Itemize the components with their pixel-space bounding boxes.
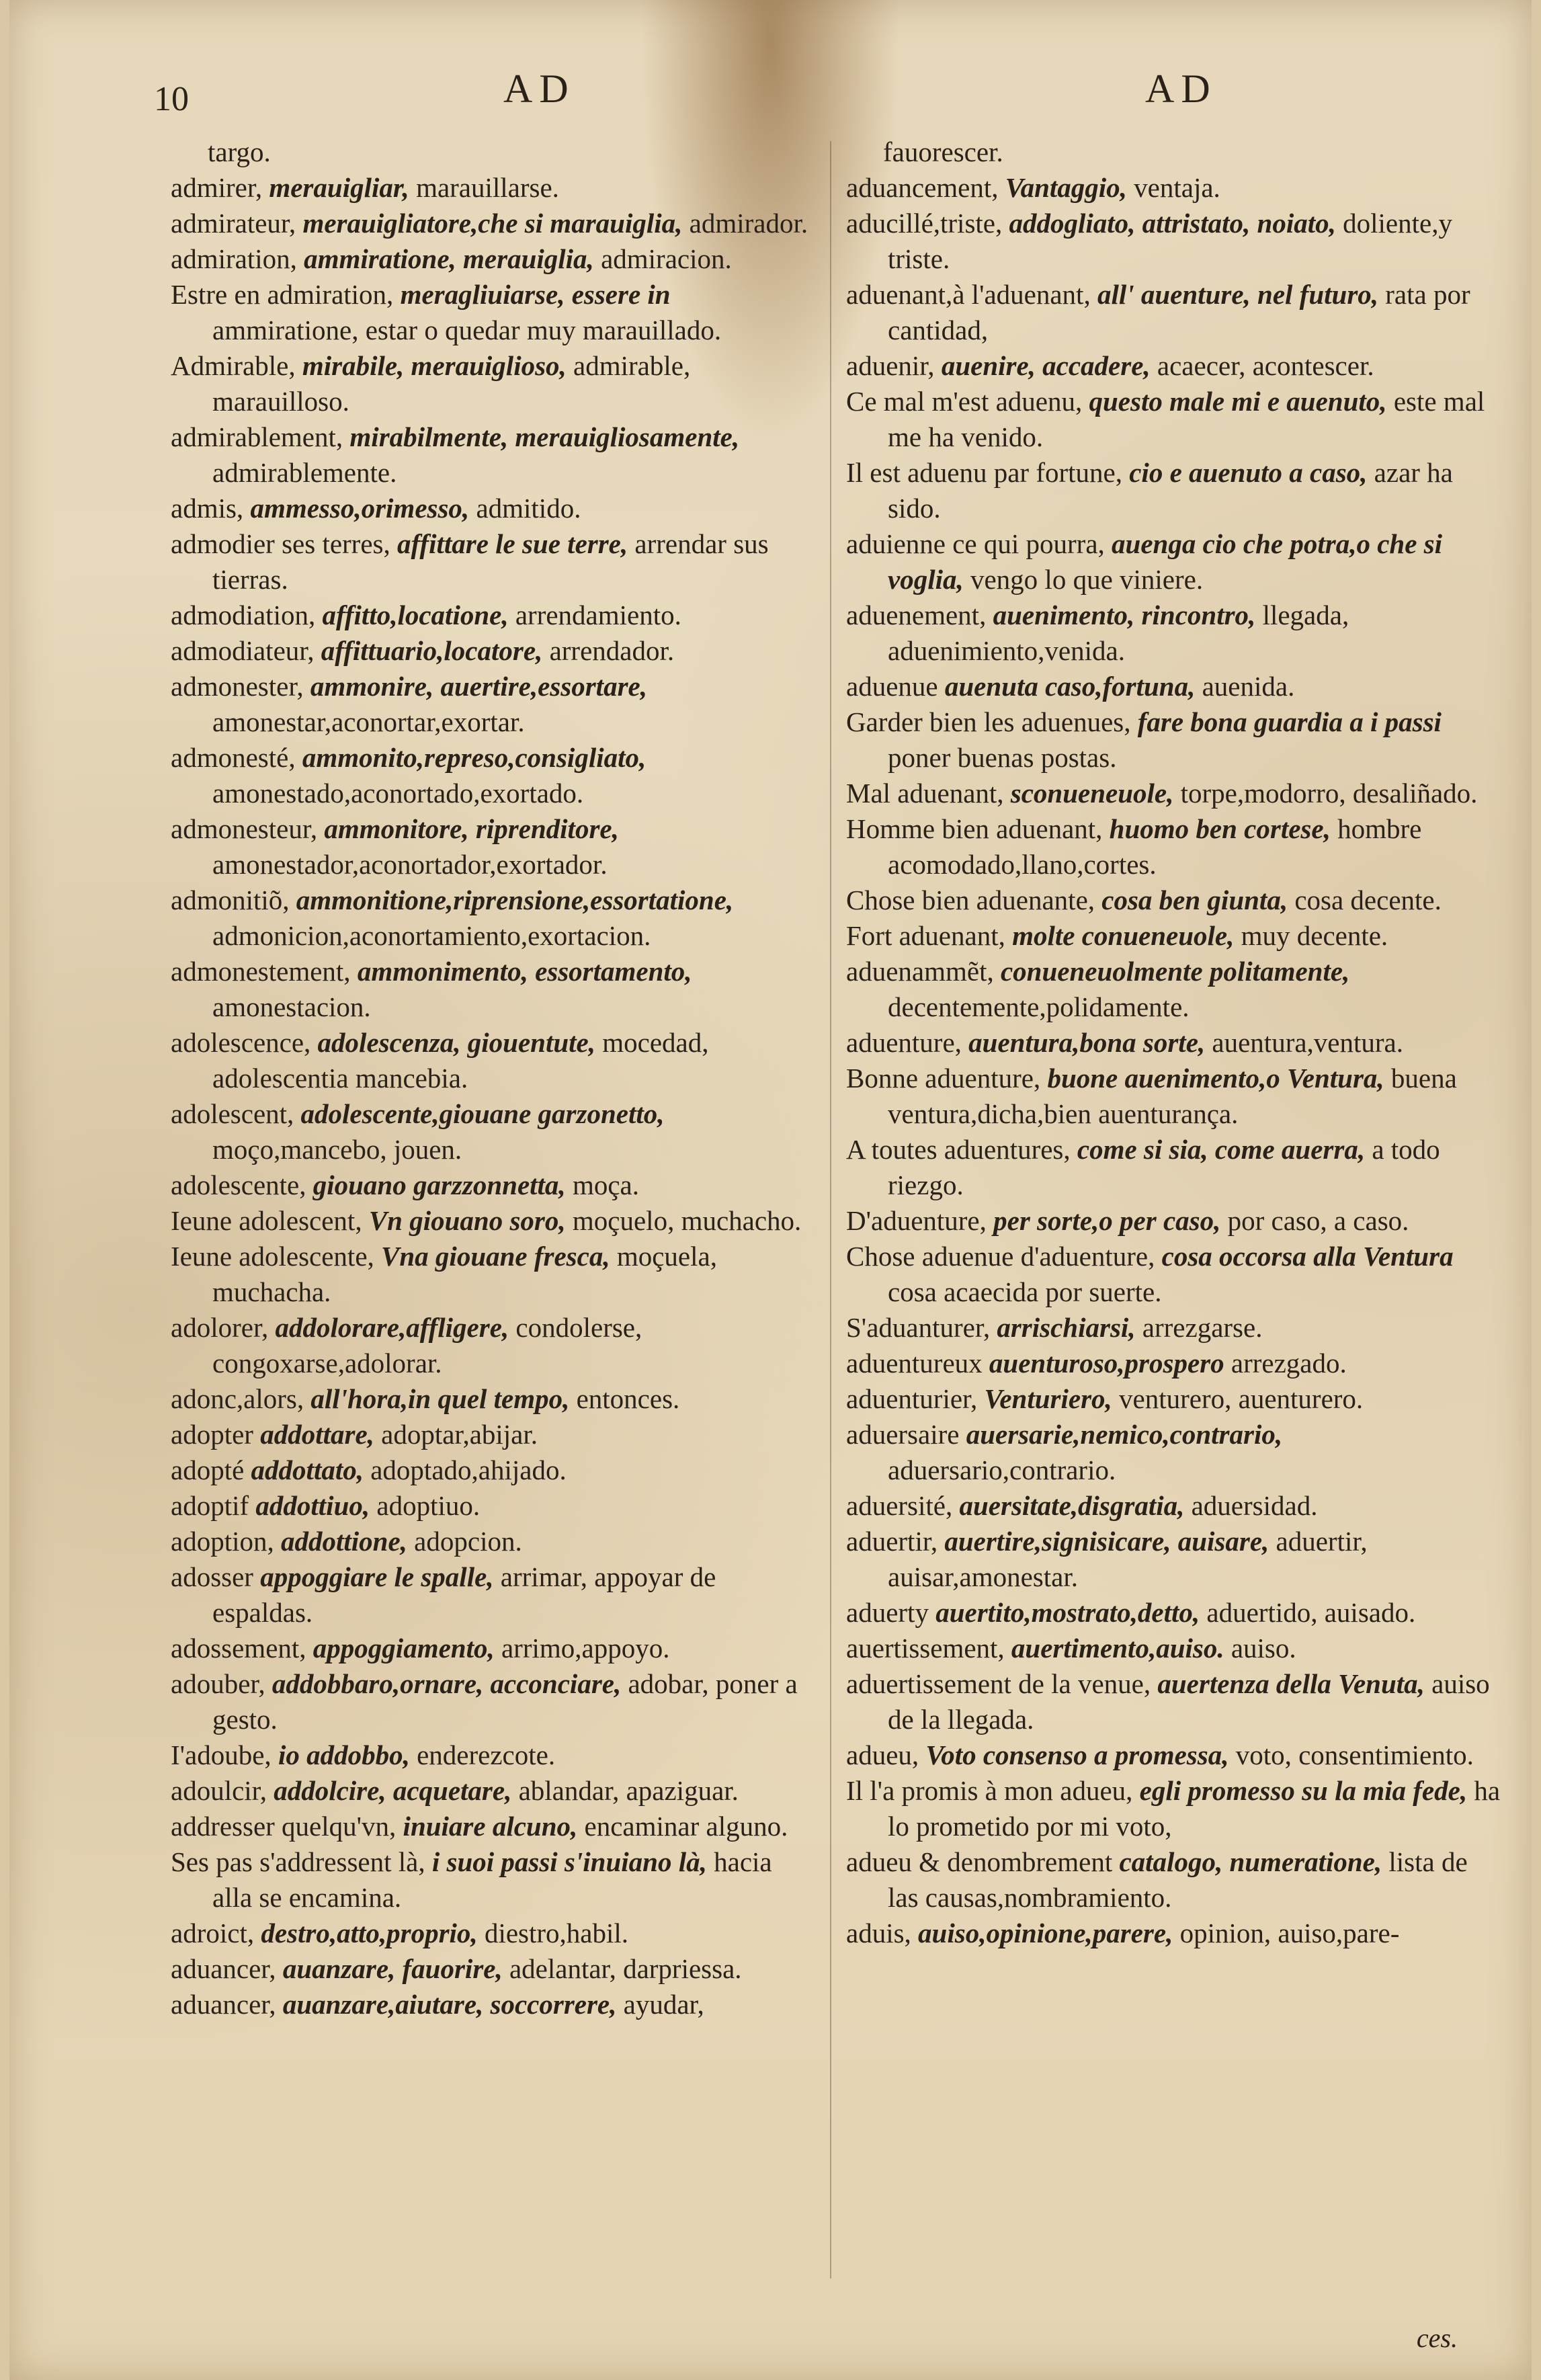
entry-italian: adolescente,giouane garzonetto, <box>294 1098 665 1129</box>
entry-french: A toutes aduentures, <box>846 1134 1071 1165</box>
dictionary-entry <box>846 1631 1501 1666</box>
dictionary-entry <box>171 1631 816 1666</box>
entry-spanish: admirable, marauilloso. <box>212 350 691 417</box>
dictionary-entry <box>846 1203 1501 1239</box>
entry-spanish: mocedad, adolescentia mancebia. <box>212 1027 709 1094</box>
entry-spanish: doliente,y triste. <box>888 208 1452 274</box>
right-column <box>846 134 1501 1951</box>
dictionary-entry <box>171 134 816 170</box>
entry-italian: addottare, <box>253 1419 374 1450</box>
entry-spanish: amonestacion. <box>212 991 371 1022</box>
dictionary-entry <box>846 1524 1501 1595</box>
entry-italian: addottato, <box>244 1454 364 1485</box>
dictionary-entry <box>171 277 816 348</box>
entry-spanish: adopcion. <box>407 1526 522 1557</box>
dictionary-entry <box>846 526 1501 598</box>
entry-italian: ammesso,orimesso, <box>243 493 470 524</box>
dictionary-entry <box>846 1381 1501 1417</box>
catchword: ces. <box>1416 2323 1458 2353</box>
entry-italian: auersarie,nemico,contrario, <box>959 1419 1283 1450</box>
entry-spanish: venturero, auenturero. <box>1112 1383 1364 1414</box>
entry-french: adopter <box>171 1419 253 1450</box>
dictionary-entry <box>171 241 816 277</box>
dictionary-entry <box>846 1417 1501 1488</box>
dictionary-entry <box>846 206 1501 277</box>
entry-french: aduertissement de la venue, <box>846 1668 1151 1699</box>
entry-spanish: opinion, auiso,pare- <box>1173 1918 1400 1948</box>
dictionary-entry <box>846 348 1501 384</box>
dictionary-entry <box>171 1239 816 1310</box>
dictionary-entry <box>171 1809 816 1844</box>
entry-italian: inuiare alcuno, <box>396 1811 578 1842</box>
entry-french: Ieune adolescent, <box>171 1205 362 1236</box>
entry-french: Bonne aduenture, <box>846 1063 1041 1094</box>
entry-french: aduenant,à l'aduenant, <box>846 279 1091 310</box>
dictionary-entry <box>846 954 1501 1025</box>
entry-spanish: encaminar alguno. <box>577 1811 788 1842</box>
dictionary-entry <box>171 1666 816 1737</box>
entry-french: admirer, <box>171 172 263 203</box>
dictionary-entry <box>171 1916 816 1951</box>
entry-french: Ce mal m'est aduenu, <box>846 386 1083 417</box>
entry-italian: auertire,signisicare, auisare, <box>938 1526 1269 1557</box>
dictionary-entry <box>171 1773 816 1809</box>
dictionary-entry <box>171 883 816 954</box>
entry-french: Admirable, <box>171 350 296 381</box>
entry-french: aduenture, <box>846 1027 962 1058</box>
entry-spanish: amonestador,aconortador,exortador. <box>212 849 608 880</box>
dictionary-entry <box>171 1737 816 1773</box>
entry-spanish: torpe,modorro, desaliñado. <box>1173 778 1478 809</box>
entry-french: auertissement, <box>846 1633 1005 1664</box>
entry-italian: all'hora,in quel tempo, <box>304 1383 570 1414</box>
book-page <box>9 0 1532 2380</box>
entry-italian: cio e auenuto a caso, <box>1122 457 1368 488</box>
entry-italian: arrischiarsi, <box>990 1312 1136 1343</box>
entry-french: admonitiõ, <box>171 885 290 915</box>
dictionary-entry <box>171 1987 816 2022</box>
entry-italian: adolescenza, giouentute, <box>310 1027 595 1058</box>
dictionary-entry <box>846 277 1501 348</box>
entry-italian: come si sia, come auerra, <box>1070 1134 1366 1165</box>
entry-italian: destro,atto,proprio, <box>254 1918 478 1948</box>
entry-spanish: entonces. <box>569 1383 680 1414</box>
dictionary-entry <box>171 811 816 883</box>
entry-italian: ammonitione,riprensione,essortatione, <box>289 885 734 915</box>
dictionary-entry <box>171 1488 816 1524</box>
entry-french: adosser <box>171 1561 253 1592</box>
entry-french: adonc,alors, <box>171 1383 304 1414</box>
entry-spanish: ablandar, apaziguar. <box>511 1775 739 1806</box>
entry-spanish: arrezgarse. <box>1135 1312 1263 1343</box>
entry-spanish: admirador. <box>682 208 808 239</box>
entry-french: admonesté, <box>171 742 296 773</box>
entry-french: Mal aduenant, <box>846 778 1004 809</box>
running-head-left: AD <box>503 67 575 111</box>
entry-italian: io addobbo, <box>271 1739 410 1770</box>
entry-french: adouber, <box>171 1668 265 1699</box>
entry-italian: meragliuiarse, essere in <box>393 279 671 310</box>
entry-italian: auersitate,disgratia, <box>952 1490 1185 1521</box>
entry-italian: auenire, accadere, <box>934 350 1151 381</box>
entry-spanish: moçuela, muchacha. <box>212 1241 717 1307</box>
column-divider <box>830 141 831 2279</box>
entry-french: adossement, <box>171 1633 306 1664</box>
dictionary-entry <box>846 1737 1501 1773</box>
entry-spanish: llegada, aduenimiento,venida. <box>888 600 1349 666</box>
entry-italian: conueneuolmente politamente, <box>993 956 1350 987</box>
entry-french: aduienne ce qui pourra, <box>846 528 1105 559</box>
entry-spanish: arrimar, appoyar de espaldas. <box>212 1561 716 1628</box>
entry-spanish: admitido. <box>469 493 581 524</box>
entry-spanish: condolerse, congoxarse,adolorar. <box>212 1312 642 1379</box>
dictionary-entry <box>171 1844 816 1916</box>
entry-french: aduerty <box>846 1597 929 1628</box>
entry-french: adueu, <box>846 1739 919 1770</box>
dictionary-entry <box>171 170 816 206</box>
entry-french: Garder bien les aduenues, <box>846 706 1131 737</box>
entry-spanish: arrendador. <box>542 635 675 666</box>
entry-spanish: vengo lo que viniere. <box>963 564 1204 595</box>
entry-spanish: ammiratione, estar o quedar muy marauillado. <box>212 315 722 345</box>
entry-spanish: hombre acomodado,llano,cortes. <box>888 813 1422 880</box>
entry-italian: i suoi passi s'inuiano là, <box>425 1846 707 1877</box>
dictionary-entry <box>846 776 1501 811</box>
entry-italian: cosa ben giunta, <box>1095 885 1288 915</box>
entry-spanish: auiso. <box>1224 1633 1296 1664</box>
entry-italian: auentura,bona sorte, <box>961 1027 1206 1058</box>
entry-italian: appoggiamento, <box>306 1633 495 1664</box>
dictionary-entry <box>846 455 1501 526</box>
entry-spanish: adelantar, darpriessa. <box>502 1953 742 1984</box>
entry-french: aduenement, <box>846 600 987 630</box>
entry-italian: affittare le sue terre, <box>390 528 628 559</box>
entry-spanish: moço,mancebo, jouen. <box>212 1134 462 1165</box>
entry-italian: mirabilmente, merauigliosamente, <box>343 421 740 452</box>
entry-italian: addolcire, acquetare, <box>266 1775 512 1806</box>
dictionary-entry <box>846 811 1501 883</box>
entry-spanish: amonestado,aconortado,exortado. <box>212 778 584 809</box>
entry-spanish: ha lo prometido por mi voto, <box>888 1775 1501 1842</box>
dictionary-entry <box>171 954 816 1025</box>
entry-italian: affitto,locatione, <box>315 600 509 630</box>
page-number: 10 <box>154 80 189 118</box>
entry-spanish: diestro,habil. <box>477 1918 629 1948</box>
dictionary-entry <box>846 1061 1501 1132</box>
dictionary-entry <box>171 1417 816 1452</box>
entry-french: admiration, <box>171 243 297 274</box>
entry-italian: ammonitore, riprenditore, <box>317 813 619 844</box>
dictionary-entry <box>171 1951 816 1987</box>
dictionary-entry <box>846 1916 1501 1951</box>
dictionary-entry <box>171 206 816 241</box>
entry-french: aduancer, <box>171 1953 276 1984</box>
entry-french: aduertir, <box>846 1526 938 1557</box>
entry-french: Il est aduenu par fortune, <box>846 457 1122 488</box>
entry-italian: all' auenture, nel futuro, <box>1090 279 1379 310</box>
entry-italian: addogliato, attristato, noiato, <box>1002 208 1336 239</box>
entry-spanish: a todo riezgo. <box>888 1134 1440 1200</box>
entry-spanish: moça. <box>565 1170 639 1200</box>
entry-spanish: ayudar, <box>616 1989 704 2020</box>
entry-spanish: cosa decente. <box>1288 885 1442 915</box>
entry-spanish: arrezgado. <box>1224 1348 1347 1379</box>
entry-french: fauorescer. <box>883 136 1003 167</box>
entry-spanish: enderezcote. <box>409 1739 556 1770</box>
entry-french: aduenir, <box>846 350 935 381</box>
dictionary-entry <box>846 1844 1501 1916</box>
dictionary-entry <box>846 1025 1501 1061</box>
entry-italian: catalogo, numeratione, <box>1112 1846 1382 1877</box>
entry-italian: egli promesso su la mia fede, <box>1132 1775 1468 1806</box>
dictionary-entry <box>846 1346 1501 1381</box>
entry-spanish: auentura,ventura. <box>1205 1027 1403 1058</box>
entry-italian: fare bona guardia a i passi <box>1130 706 1442 737</box>
entry-french: admodiateur, <box>171 635 315 666</box>
entry-italian: mirabile, merauiglioso, <box>295 350 567 381</box>
entry-french: adolorer, <box>171 1312 269 1343</box>
entry-french: aduenammẽt, <box>846 956 994 987</box>
dictionary-entry <box>171 598 816 633</box>
entry-italian: auertimento,auiso. <box>1004 1633 1224 1664</box>
entry-spanish: admirablemente. <box>212 457 397 488</box>
entry-italian: auanzare, fauorire, <box>276 1953 503 1984</box>
entry-spanish: este mal me ha venido. <box>888 386 1485 452</box>
dictionary-entry <box>846 704 1501 776</box>
entry-italian: sconueneuole, <box>1003 778 1174 809</box>
entry-french: Chose bien aduenante, <box>846 885 1095 915</box>
entry-french: aduenue <box>846 671 938 702</box>
dictionary-entry <box>846 1595 1501 1631</box>
entry-french: adueu & denombrement <box>846 1846 1113 1877</box>
entry-italian: Venturiero, <box>977 1383 1112 1414</box>
entry-italian: buone auenimento,o Ventura, <box>1040 1063 1384 1094</box>
entry-italian: molte conueneuole, <box>1005 920 1235 951</box>
entry-spanish: admiracion. <box>593 243 732 274</box>
entry-italian: addolorare,affligere, <box>268 1312 509 1343</box>
entry-spanish: amonestar,aconortar,exortar. <box>212 706 525 737</box>
dictionary-entry <box>171 491 816 526</box>
entry-italian: appoggiare le spalle, <box>253 1561 494 1592</box>
entry-french: aducillé,triste, <box>846 208 1003 239</box>
entry-french: admis, <box>171 493 244 524</box>
entry-french: admirateur, <box>171 208 296 239</box>
entry-french: aduentureux <box>846 1348 983 1379</box>
entry-french: aduis, <box>846 1918 911 1948</box>
entry-italian: Vn giouano soro, <box>362 1205 566 1236</box>
entry-spanish: auiso de la llegada. <box>888 1668 1490 1735</box>
running-head-right: AD <box>1145 67 1217 111</box>
entry-spanish: marauillarse. <box>409 172 559 203</box>
dictionary-entry <box>171 1167 816 1203</box>
entry-italian: Voto consenso a promessa, <box>919 1739 1229 1770</box>
dictionary-entry <box>846 1310 1501 1346</box>
entry-french: aduenturier, <box>846 1383 978 1414</box>
dictionary-entry <box>171 1381 816 1417</box>
entry-italian: giouano garzzonnetta, <box>306 1170 566 1200</box>
entry-french: aduancer, <box>171 1989 276 2020</box>
entry-italian: affittuario,locatore, <box>314 635 543 666</box>
entry-italian: questo male mi e auenuto, <box>1082 386 1387 417</box>
entry-french: admodiation, <box>171 600 316 630</box>
entry-italian: cosa occorsa alla Ventura <box>1155 1241 1454 1272</box>
dictionary-entry <box>846 170 1501 206</box>
entry-french: adroict, <box>171 1918 255 1948</box>
entry-spanish: aduersario,contrario. <box>888 1454 1116 1485</box>
entry-spanish: aduertido, auisado. <box>1200 1597 1416 1628</box>
dictionary-entry <box>171 526 816 598</box>
entry-spanish: acaecer, acontescer. <box>1150 350 1374 381</box>
entry-spanish: decentemente,polidamente. <box>888 991 1190 1022</box>
dictionary-entry <box>171 1025 816 1096</box>
entry-french: S'aduanturer, <box>846 1312 991 1343</box>
entry-italian: per sorte,o per caso, <box>986 1205 1221 1236</box>
dictionary-entry <box>171 1559 816 1631</box>
dictionary-entry <box>171 740 816 811</box>
entry-italian: Vna giouane fresca, <box>374 1241 610 1272</box>
entry-french: Il l'a promis à mon adueu, <box>846 1775 1133 1806</box>
entry-spanish: aduertir, auisar,amonestar. <box>888 1526 1368 1592</box>
entry-italian: ammonimento, essortamento, <box>350 956 692 987</box>
entry-french: Ses pas s'addressent là, <box>171 1846 425 1877</box>
entry-spanish: adoptiuo. <box>370 1490 481 1521</box>
dictionary-entry <box>171 633 816 669</box>
entry-spanish: arrendar sus tierras. <box>212 528 769 595</box>
entry-french: aduersaire <box>846 1419 960 1450</box>
entry-french: Fort aduenant, <box>846 920 1005 951</box>
dictionary-entry <box>171 419 816 491</box>
entry-italian: addobbaro,ornare, acconciare, <box>265 1668 622 1699</box>
dictionary-entry <box>846 1239 1501 1310</box>
entry-french: addresser quelqu'vn, <box>171 1811 397 1842</box>
entry-italian: ammonire, auertire,essortare, <box>303 671 647 702</box>
entry-italian: auenga cio che potra,o che si voglia, <box>888 528 1443 595</box>
entry-french: adolescent, <box>171 1098 294 1129</box>
entry-french: admirablement, <box>171 421 343 452</box>
dictionary-entry <box>846 1488 1501 1524</box>
entry-italian: merauigliatore,che si marauiglia, <box>296 208 683 239</box>
entry-italian: auanzare,aiutare, soccorrere, <box>276 1989 617 2020</box>
entry-french: aduancement, <box>846 172 999 203</box>
entry-spanish: muy decente. <box>1234 920 1388 951</box>
entry-french: admodier ses terres, <box>171 528 390 559</box>
dictionary-entry <box>846 1773 1501 1844</box>
entry-spanish: admonicion,aconortamiento,exortacion. <box>212 920 651 951</box>
entry-french: adolescence, <box>171 1027 311 1058</box>
dictionary-entry <box>171 1310 816 1381</box>
entry-spanish: cosa acaecida por suerte. <box>888 1276 1162 1307</box>
entry-french: targo. <box>208 136 271 167</box>
entry-french: Homme bien aduenant, <box>846 813 1103 844</box>
entry-italian: auiso,opinione,parere, <box>911 1918 1173 1948</box>
entry-spanish: arrendamiento. <box>508 600 681 630</box>
entry-italian: ammonito,represo,consigliato, <box>295 742 647 773</box>
dictionary-entry <box>846 1132 1501 1203</box>
entry-spanish: poner buenas postas. <box>888 742 1117 773</box>
entry-italian: huomo ben cortese, <box>1102 813 1331 844</box>
entry-spanish: lista de las causas,nombramiento. <box>888 1846 1468 1913</box>
dictionary-entry <box>171 1203 816 1239</box>
entry-italian: auertenza della Venuta, <box>1151 1668 1425 1699</box>
dictionary-entry <box>846 918 1501 954</box>
entry-spanish: azar ha sido. <box>888 457 1453 524</box>
entry-spanish: arrimo,appoyo. <box>494 1633 670 1664</box>
entry-french: Chose aduenue d'aduenture, <box>846 1241 1155 1272</box>
dictionary-entry <box>846 669 1501 704</box>
entry-french: adoptif <box>171 1490 249 1521</box>
entry-italian: addottione, <box>274 1526 407 1557</box>
entry-spanish: buena ventura,dicha,bien auenturança. <box>888 1063 1457 1129</box>
entry-french: admonesteur, <box>171 813 318 844</box>
entry-french: Estre en admiration, <box>171 279 394 310</box>
entry-italian: auenimento, rincontro, <box>986 600 1256 630</box>
entry-spanish: auenida. <box>1195 671 1295 702</box>
dictionary-entry <box>846 598 1501 669</box>
entry-spanish: rata por cantidad, <box>888 279 1470 345</box>
entry-italian: Vantaggio, <box>998 172 1127 203</box>
entry-spanish: voto, consentimiento. <box>1228 1739 1474 1770</box>
entry-french: adoption, <box>171 1526 274 1557</box>
entry-spanish: aduersidad. <box>1184 1490 1318 1521</box>
dictionary-entry <box>846 384 1501 455</box>
entry-italian: auenturoso,prospero <box>982 1348 1224 1379</box>
dictionary-entry <box>171 1452 816 1488</box>
entry-french: Ieune adolescente, <box>171 1241 374 1272</box>
entry-spanish: hacia alla se encamina. <box>212 1846 772 1913</box>
entry-french: adolescente, <box>171 1170 306 1200</box>
entry-italian: auertito,mostrato,detto, <box>928 1597 1200 1628</box>
entry-spanish: adoptado,ahijado. <box>363 1454 567 1485</box>
dictionary-entry <box>846 1666 1501 1737</box>
left-column <box>171 134 816 2022</box>
entry-french: aduersité, <box>846 1490 953 1521</box>
entry-french: adopté <box>171 1454 245 1485</box>
entry-italian: addottiuo, <box>249 1490 370 1521</box>
entry-french: I'adoube, <box>171 1739 272 1770</box>
entry-french: admonester, <box>171 671 304 702</box>
dictionary-entry <box>846 883 1501 918</box>
entry-spanish: adobar, poner a gesto. <box>212 1668 798 1735</box>
entry-spanish: adoptar,abijar. <box>374 1419 538 1450</box>
entry-italian: ammiratione, merauiglia, <box>296 243 594 274</box>
dictionary-entry <box>846 134 1501 170</box>
entry-french: adoulcir, <box>171 1775 267 1806</box>
dictionary-entry <box>171 669 816 740</box>
entry-french: admonestement, <box>171 956 351 987</box>
entry-french: D'aduenture, <box>846 1205 987 1236</box>
entry-spanish: por caso, a caso. <box>1220 1205 1409 1236</box>
entry-italian: auenuta caso,fortuna, <box>938 671 1196 702</box>
entry-italian: merauigliar, <box>262 172 409 203</box>
dictionary-entry <box>171 1524 816 1559</box>
entry-spanish: moçuelo, muchacho. <box>565 1205 802 1236</box>
entry-spanish: ventaja. <box>1126 172 1220 203</box>
dictionary-entry <box>171 1096 816 1167</box>
dictionary-entry <box>171 348 816 419</box>
